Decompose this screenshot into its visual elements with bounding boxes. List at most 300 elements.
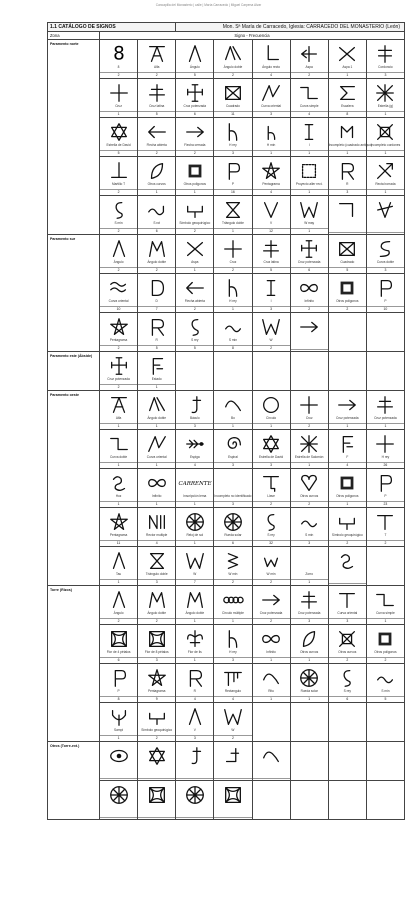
sign-frequency: 10 (100, 306, 137, 312)
sign-label: 8 (117, 65, 120, 69)
sign-cell-simbolo-geoquirugico (328, 508, 366, 547)
sign-cell-h-rey (214, 274, 252, 313)
sign-cell-p (100, 664, 138, 703)
sign-frequency: 8 (214, 345, 251, 351)
sign-frequency: 1 (253, 696, 290, 702)
text-glyph-icon (176, 471, 213, 494)
sign-label: Curva oriental (261, 104, 281, 108)
sign-cell-estado (138, 352, 176, 391)
hourglass-icon-svg (221, 199, 245, 221)
pentagram-icon (253, 159, 290, 182)
wheel-icon-svg (183, 511, 207, 533)
ornate-cross-icon (176, 81, 213, 104)
sign-label: S rey (191, 338, 199, 342)
r-icon (176, 666, 213, 689)
sign-cell-incompleto-cordones (366, 118, 404, 157)
sign-frequency: 2 (138, 72, 175, 78)
sign-frequency (138, 817, 175, 819)
bo-icon (214, 393, 251, 416)
w-icon (176, 549, 213, 572)
wheel-icon (176, 510, 213, 533)
eight-icon-svg (107, 43, 131, 65)
sign-frequency: 16 (214, 189, 251, 195)
sign-cell-r (328, 157, 366, 196)
sign-label: Triángulo doble (145, 572, 168, 576)
h-icon (214, 276, 251, 299)
sign-cell-l-shape-icon (328, 196, 366, 235)
curve-icon (367, 588, 404, 611)
v-icon-svg (259, 199, 283, 221)
s-small-icon-svg (297, 511, 321, 533)
emblem-icon-svg (373, 121, 397, 143)
h-icon-svg (221, 121, 245, 143)
sign-label: Curva simple (376, 611, 395, 615)
sign-cell-cruz (100, 79, 138, 118)
sign-frequency: 3 (214, 657, 251, 663)
sign-cell-alfa (138, 40, 176, 79)
sign-cell-simbolo-geoquirugico (138, 703, 176, 742)
sign-cell-hoz (100, 469, 138, 508)
arrow-open-icon-svg (145, 121, 169, 143)
sign-frequency: 2 (214, 72, 251, 78)
sign-cell-recta-borrada (366, 157, 404, 196)
inverted-t-icon (100, 159, 137, 182)
double-cross-icon (253, 237, 290, 260)
sign-label: Pentagrama (109, 533, 128, 537)
sign-frequency: 1 (367, 423, 404, 429)
bracket-icon-svg (145, 706, 169, 728)
sign-label: Ángulo (113, 260, 124, 264)
s-icon (329, 666, 366, 689)
sign-cell-martillo-t (100, 157, 138, 196)
pitchfork-icon (100, 705, 137, 728)
empty-cell (214, 352, 252, 391)
sign-cell-pentagrama (138, 664, 176, 703)
empty-cell (328, 781, 366, 820)
sign-cell-otros-curvos (290, 469, 328, 508)
eight-icon (100, 42, 137, 65)
angle-icon-svg (107, 238, 131, 260)
sign-label: Ángulo (113, 611, 124, 615)
sign-label: Curva doble (376, 260, 395, 264)
sign-label: Ángulo (189, 65, 200, 69)
sign-frequency: 1 (291, 462, 328, 468)
sign-cell-estrella-g (366, 79, 404, 118)
pi-icon (214, 666, 251, 689)
empty-cell (328, 313, 366, 352)
wave-icon-svg (145, 199, 169, 221)
sign-frequency: 3 (214, 150, 251, 156)
sign-label: Ángulo doble (147, 416, 166, 420)
double-cross-icon-svg (297, 589, 321, 611)
sign-label: Alfa (115, 416, 122, 420)
sign-cell-cruz-potenzada (290, 235, 328, 274)
double-angle-icon-svg (221, 43, 245, 65)
sign-cell-otros-poligonos (176, 157, 214, 196)
eye-icon (100, 744, 137, 767)
blank-sign-icon (291, 549, 328, 572)
sign-cell-rectangulo (214, 664, 252, 703)
sign-cell-angulo (100, 586, 138, 625)
sign-label: H rey (381, 455, 390, 459)
s-icon (176, 315, 213, 338)
sign-cell-cruz-potenzada (100, 352, 138, 391)
j-icon (176, 744, 213, 767)
sign-label: Otros curvos (300, 494, 319, 498)
polygon-icon-svg (335, 277, 359, 299)
leaf-icon-svg (297, 628, 321, 650)
sign-cell-curva-simple (366, 586, 404, 625)
sign-label: S min (305, 533, 314, 537)
sign-cell-cruz-potenzada (328, 391, 366, 430)
sign-frequency: 1 (253, 150, 290, 156)
sign-cell-rector-multiple (138, 508, 176, 547)
table-row (48, 196, 405, 235)
infinity-icon-svg (259, 628, 283, 650)
sign-label: Infinito (266, 650, 276, 654)
sign-cell-w (214, 703, 252, 742)
star-of-david-icon-svg (107, 121, 131, 143)
sign-frequency: 1 (214, 423, 251, 429)
sign-frequency (329, 232, 366, 234)
sign-frequency: 1 (253, 423, 290, 429)
sign-cell-circulo-multiple (214, 586, 252, 625)
sign-frequency: 1 (100, 462, 137, 468)
sign-frequency: 8 (100, 696, 137, 702)
sign-frequency: 2 (176, 150, 213, 156)
sign-label: Triángulo doble (222, 221, 244, 225)
s-icon (253, 510, 290, 533)
table-row (48, 157, 405, 196)
sign-frequency: 1 (291, 696, 328, 702)
sign-label: Martillo T (112, 182, 126, 186)
sign-label: Ángulo doble (147, 611, 166, 615)
wheel-icon (100, 783, 137, 806)
heart-icon (291, 471, 328, 494)
sign-frequency: 1 (176, 540, 213, 546)
sign-frequency: 1 (291, 189, 328, 195)
sign-cell-star-of-david-icon (138, 742, 176, 781)
sign-label: Círculo (266, 416, 277, 420)
sign-cell-cruz-potenzada (290, 586, 328, 625)
flower-icon (138, 627, 175, 650)
sign-cell-angulo-doble (214, 40, 252, 79)
p-icon (367, 276, 404, 299)
sign-frequency: 2 (291, 72, 328, 78)
sigma-icon-svg (335, 82, 359, 104)
sign-cell-incompleto-no-identificado (214, 469, 252, 508)
sign-label: Ángulo doble (185, 611, 205, 615)
sign-label: V (269, 221, 273, 225)
sign-cell-flor-de-8-petalos (138, 625, 176, 664)
square-icon (214, 81, 251, 104)
sign-frequency: 1 (100, 423, 137, 429)
h-icon-svg (221, 277, 245, 299)
sign-frequency: 2 (291, 501, 328, 507)
sign-cell-angulo-doble (176, 586, 214, 625)
wheel-icon (176, 783, 213, 806)
rhombus-icon (291, 159, 328, 182)
bo-icon-svg (259, 667, 283, 689)
sign-frequency: 12 (253, 228, 290, 234)
sign-label: Símbolo geoquirúgico (141, 728, 173, 732)
sign-frequency: 32 (253, 540, 290, 546)
p-icon (367, 471, 404, 494)
p-icon-svg (373, 472, 397, 494)
sign-frequency (100, 817, 137, 819)
sign-cell-cruz-potenzada (252, 586, 290, 625)
hourglass-icon (138, 549, 175, 572)
emblem-icon (329, 627, 366, 650)
sign-label: Tau (115, 572, 122, 576)
sign-frequency (329, 583, 366, 585)
alpha-icon-svg (107, 394, 131, 416)
sign-label: Cuadrado (340, 260, 355, 264)
key-icon-svg (259, 472, 283, 494)
wave-icon (138, 198, 175, 221)
cross-icon (100, 81, 137, 104)
spiral-s-icon (100, 471, 137, 494)
sign-label: P (384, 494, 387, 498)
bracket-icon-svg (335, 511, 359, 533)
sign-frequency: 1 (329, 423, 366, 429)
sign-frequency: 2 (291, 423, 328, 429)
w-small-icon-svg (259, 550, 283, 572)
sign-cell-inscripcion-lema (176, 469, 214, 508)
sign-label: Ángulo doble (147, 260, 166, 264)
sign-cell-sampi (100, 703, 138, 742)
sign-frequency: 2 (100, 228, 137, 234)
square-icon-svg (221, 82, 245, 104)
arrow-line-icon-svg (335, 394, 359, 416)
m-icon (138, 237, 175, 260)
sign-frequency: 5 (329, 267, 366, 273)
sign-label: W min (266, 572, 276, 576)
sign-label: Infinito (151, 494, 162, 498)
sign-label: Incompleto (cuadrado antiguo) (328, 143, 372, 147)
sign-label: Rector multiple (146, 533, 168, 537)
zone-label: Otros (Torre-ext.) (48, 742, 100, 820)
sign-label: Aspa 1 (342, 65, 353, 69)
sign-cell-cuadrado (328, 235, 366, 274)
sign-label: F (346, 455, 349, 459)
r-icon (329, 159, 366, 182)
r-icon-svg (335, 160, 359, 182)
fish-icon-svg (183, 433, 207, 455)
right-angle-icon (253, 42, 290, 65)
sign-cell-bo (214, 391, 252, 430)
spiral-icon (214, 432, 251, 455)
sign-frequency: 4 (253, 189, 290, 195)
angle-icon (176, 42, 213, 65)
sign-cell-zorro (290, 547, 328, 586)
sign-cell-s-rey (328, 664, 366, 703)
sign-frequency: 11 (100, 540, 137, 546)
alpha-icon (138, 42, 175, 65)
sign-label: Otros curvos (147, 182, 166, 186)
sign-frequency: 3 (291, 540, 328, 546)
sign-cell-v (176, 703, 214, 742)
sign-cell-otros-curvos (290, 625, 328, 664)
sign-frequency (100, 778, 137, 780)
zigzag-icon (253, 81, 290, 104)
empty-cell (252, 703, 290, 742)
curve-icon-svg (297, 82, 321, 104)
sign-frequency: 2 (138, 150, 175, 156)
table-header-row (48, 32, 405, 40)
double-angle-icon (214, 42, 251, 65)
sign-label: S rot (153, 221, 161, 225)
angle-icon (176, 705, 213, 728)
cross-icon-svg (107, 82, 131, 104)
sign-cell-h-rey (214, 625, 252, 664)
polygon-icon-svg (183, 160, 207, 182)
sign-frequency (138, 778, 175, 780)
s-small-icon-svg (373, 667, 397, 689)
sign-label: Cruz potenzada (336, 416, 359, 420)
sign-cell-otros-curvos (138, 157, 176, 196)
sign-cell-eye-icon (100, 742, 138, 781)
sign-frequency: 1 (176, 501, 213, 507)
cross-arrow-icon (367, 159, 404, 182)
l-bracket-icon-svg (221, 745, 245, 767)
sign-cell-s-rey (176, 313, 214, 352)
sign-cell-otros-poligonos (328, 274, 366, 313)
sign-frequency: 2 (100, 345, 137, 351)
d-icon (138, 276, 175, 299)
sign-cell-t (366, 508, 404, 547)
sign-cell-8 (100, 40, 138, 79)
empty-cell (290, 703, 328, 742)
sign-frequency: 26 (367, 462, 404, 468)
sign-frequency: 6 (138, 228, 175, 234)
l-bracket-icon (214, 744, 251, 767)
sign-cell-i (252, 274, 290, 313)
aspa-icon (329, 42, 366, 65)
sign-frequency: 3 (214, 501, 251, 507)
h-icon (214, 120, 251, 143)
angle-icon (100, 549, 137, 572)
cross-icon (291, 393, 328, 416)
sign-label: Cruz potenzada (297, 260, 321, 264)
sign-cell-s-min (290, 508, 328, 547)
sign-cell-otros-curvos (328, 625, 366, 664)
sign-label: Otros curvos (300, 650, 319, 654)
sign-cell-estrella-de-salomon (290, 430, 328, 469)
empty-cell (328, 742, 366, 781)
m-icon (176, 588, 213, 611)
star-of-david-icon (100, 120, 137, 143)
sign-cell-simbolo-geoquirugico (176, 196, 214, 235)
ornate-cross-icon-svg (297, 238, 321, 260)
flower-icon-svg (145, 628, 169, 650)
arrow-open-icon (176, 276, 213, 299)
sign-cell-rueda-solar (214, 508, 252, 547)
fleur-icon (176, 627, 213, 650)
sign-frequency: 6 (176, 111, 213, 117)
sign-label: Pentagrama (109, 338, 128, 342)
sign-frequency: 4 (253, 72, 290, 78)
h-small-icon-svg (259, 121, 283, 143)
double-angle-icon (138, 393, 175, 416)
sign-frequency: 3 (329, 189, 366, 195)
sign-frequency: 2 (138, 267, 175, 273)
sign-label: Cruz potenzada (183, 104, 207, 108)
sign-cell-h-rey (366, 430, 404, 469)
sign-cell-wheel-icon (176, 781, 214, 820)
sign-cell-d (138, 274, 176, 313)
pentagram-icon (100, 315, 137, 338)
sign-frequency: 2 (214, 579, 251, 585)
s-icon-svg (259, 511, 283, 533)
sign-frequency: 3 (367, 72, 404, 78)
sign-label: Otros poligonos (336, 299, 359, 303)
j-icon-svg (183, 394, 207, 416)
sign-label: Pentagrama (148, 689, 166, 693)
flower-icon-svg (145, 784, 169, 806)
sign-frequency: 2 (214, 735, 251, 741)
sign-cell-pentagrama (252, 157, 290, 196)
sign-label: Cruz potenzada (107, 377, 130, 381)
sign-cell-flecha-cerrada (176, 118, 214, 157)
sign-label: Estrella de Salomón (294, 455, 324, 459)
empty-cell (328, 703, 366, 742)
page-header: Cancapilla del Monasterio | calle | María Carracedo | Miguel Carpena Alvar (155, 3, 262, 7)
t-icon-svg (373, 511, 397, 533)
s-icon-svg (183, 316, 207, 338)
sign-frequency: 2 (329, 657, 366, 663)
square-icon-svg (335, 238, 359, 260)
sign-frequency: 1 (367, 618, 404, 624)
flower-icon (214, 783, 251, 806)
sign-frequency: 1 (100, 735, 137, 741)
sign-label: Recta borrada (375, 182, 396, 186)
sign-cell-aspa-1 (328, 40, 366, 79)
cordon-icon-svg (373, 43, 397, 65)
sign-frequency: 1 (176, 657, 213, 663)
curve-icon (100, 432, 137, 455)
pi-icon-svg (221, 667, 245, 689)
wheel-icon-svg (297, 667, 321, 689)
table-row (48, 235, 405, 274)
sign-frequency: 1 (367, 189, 404, 195)
sign-cell-s-min (214, 313, 252, 352)
sign-label: Rueda solar (300, 689, 318, 693)
angle-icon-svg (183, 43, 207, 65)
sign-label: Cruz (115, 104, 122, 108)
empty-cell (176, 352, 214, 391)
arrow-line-icon-svg (259, 589, 283, 611)
sign-cell-crossed-v-icon (366, 196, 404, 235)
arrow-line-icon (176, 120, 213, 143)
sign-label: Sampi (114, 728, 124, 732)
sign-frequency: 3 (291, 618, 328, 624)
sign-label: Curva simple (299, 104, 319, 108)
bracket-icon (138, 705, 175, 728)
f-icon-svg (145, 355, 169, 377)
wheel-icon (214, 510, 251, 533)
sign-frequency: 2 (100, 384, 137, 390)
cross-icon-svg (221, 238, 245, 260)
zone-label: Paramento oeste (48, 391, 100, 586)
arrow-icon (291, 42, 328, 65)
zigzag-icon-svg (145, 433, 169, 455)
sign-frequency: 11 (214, 111, 251, 117)
sign-label: Incompleto no identificado (214, 494, 252, 498)
cross-icon (214, 237, 251, 260)
table-row (48, 781, 405, 820)
sign-label: Cruz potenzada (374, 416, 397, 420)
